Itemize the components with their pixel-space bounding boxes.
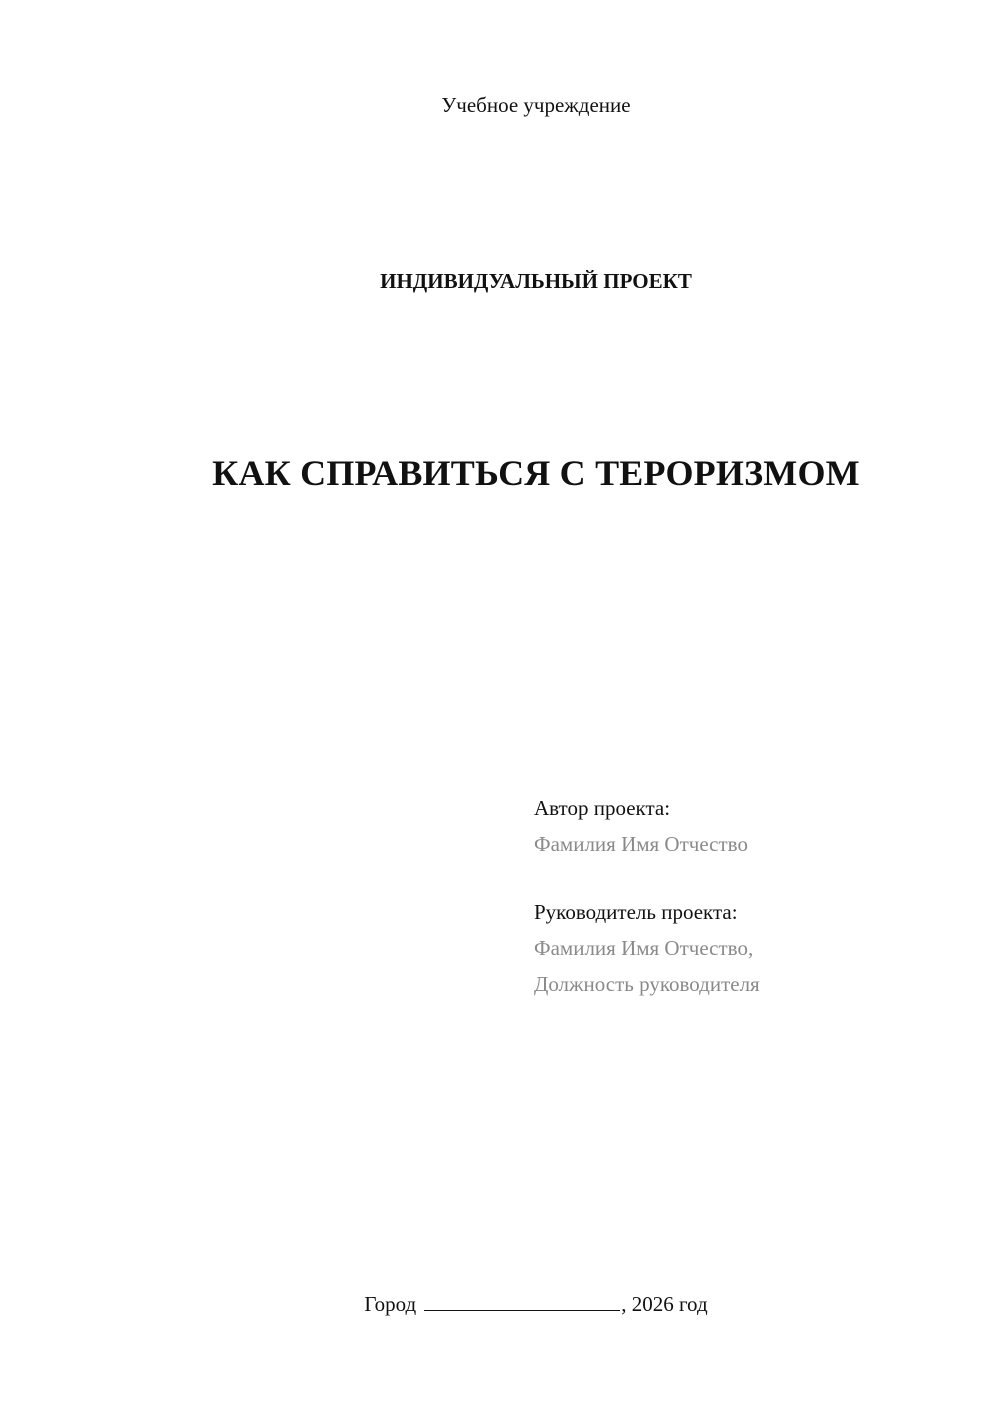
institution-name: Учебное учреждение <box>441 93 631 117</box>
city-label: Город <box>364 1292 417 1316</box>
supervisor-label: Руководитель проекта: <box>534 900 738 924</box>
project-info-block <box>534 790 974 1002</box>
author-name: Фамилия Имя Отчество <box>534 832 748 856</box>
project-title: КАК СПРАВИТЬСЯ С ТЕРОРИЗМОМ <box>212 453 860 493</box>
supervisor-name: Фамилия Имя Отчество, <box>534 936 754 960</box>
city-year-line <box>0 1290 1000 1318</box>
supervisor-position: Должность руководителя <box>534 972 760 996</box>
author-label: Автор проекта: <box>534 796 671 820</box>
city-blank-line <box>424 1290 620 1311</box>
year-text: , 2026 год <box>621 1292 708 1316</box>
project-type-heading: ИНДИВИДУАЛЬНЫЙ ПРОЕКТ <box>380 269 692 293</box>
